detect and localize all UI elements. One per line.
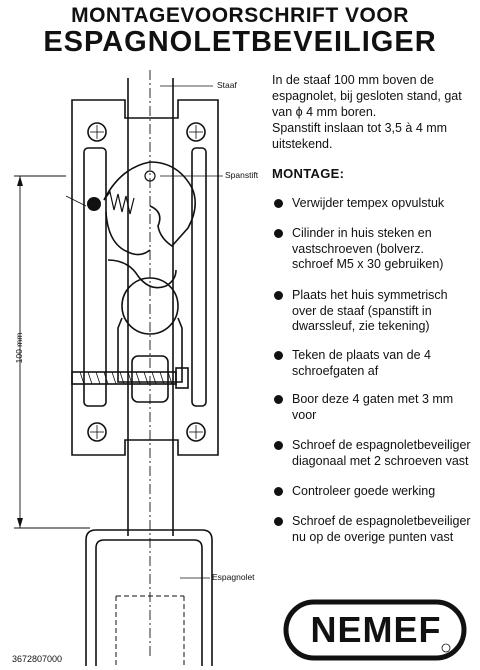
step-line: voor (292, 407, 317, 422)
step-line: vastschroeven (bolverz. (292, 241, 425, 256)
bullet-icon (274, 395, 283, 404)
step-line: Schroef de espagnoletbeveiliger (292, 514, 471, 528)
montage-heading: MONTAGE: (272, 166, 345, 181)
spring (104, 192, 134, 214)
title-line-1: MONTAGEVOORSCHRIFT VOOR (71, 4, 409, 27)
logo-text: NEMEF (310, 609, 442, 650)
step-line: Plaats het huis symmetrisch (292, 288, 448, 302)
step-line: diagonaal met 2 schroeven vast (292, 453, 469, 468)
nemef-logo (284, 600, 468, 660)
spring-ball (87, 197, 101, 211)
intro-line: uitstekend. (272, 137, 333, 151)
step-line: Controleer goede werking (292, 484, 436, 498)
dimension-label: 100 mm (14, 332, 24, 364)
espagnolet-outer (86, 530, 212, 666)
bullet-icon (274, 351, 283, 360)
document-number: 3672807000 (12, 654, 63, 664)
bullet-icon (274, 517, 283, 526)
step-line: Verwijder tempex opvulstuk (292, 196, 445, 210)
intro-line: van ϕ 4 mm boren. (272, 105, 377, 119)
bullet-icon (274, 229, 283, 238)
left-slot (84, 148, 106, 406)
intro-line: espagnolet, bij gesloten stand, gat (272, 89, 462, 103)
intro-line: In de staaf 100 mm boven de (272, 73, 434, 87)
step-line: Cilinder in huis steken en (292, 226, 432, 240)
step-line: nu op de overige punten vast (292, 529, 454, 544)
title-line-2: ESPAGNOLETBEVEILIGER (43, 26, 437, 58)
bullet-icon (274, 291, 283, 300)
bullet-icon (274, 487, 283, 496)
step-line: schroef M5 x 30 gebruiken) (292, 257, 444, 271)
step-line: Schroef de espagnoletbeveiliger (292, 438, 471, 452)
intro-text (272, 72, 477, 152)
bullet-icon (274, 199, 283, 208)
right-slot (192, 148, 206, 406)
step-line: Boor deze 4 gaten met 3 mm (292, 392, 454, 406)
espagnolet-inner (96, 540, 202, 666)
intro-line: Spanstift inslaan tot 3,5 à 4 mm (272, 121, 448, 135)
step-line: over de staaf (spanstift in (292, 303, 432, 318)
step-line: dwarssleuf, zie tekening) (292, 319, 430, 333)
step-line: schroefgaten af (292, 363, 379, 378)
label-spanstift: Spanstift (225, 170, 259, 180)
label-staaf: Staaf (217, 80, 237, 90)
label-espagnolet: Espagnolet (212, 572, 255, 582)
step-line: Teken de plaats van de 4 (292, 348, 431, 362)
bullet-icon (274, 441, 283, 450)
